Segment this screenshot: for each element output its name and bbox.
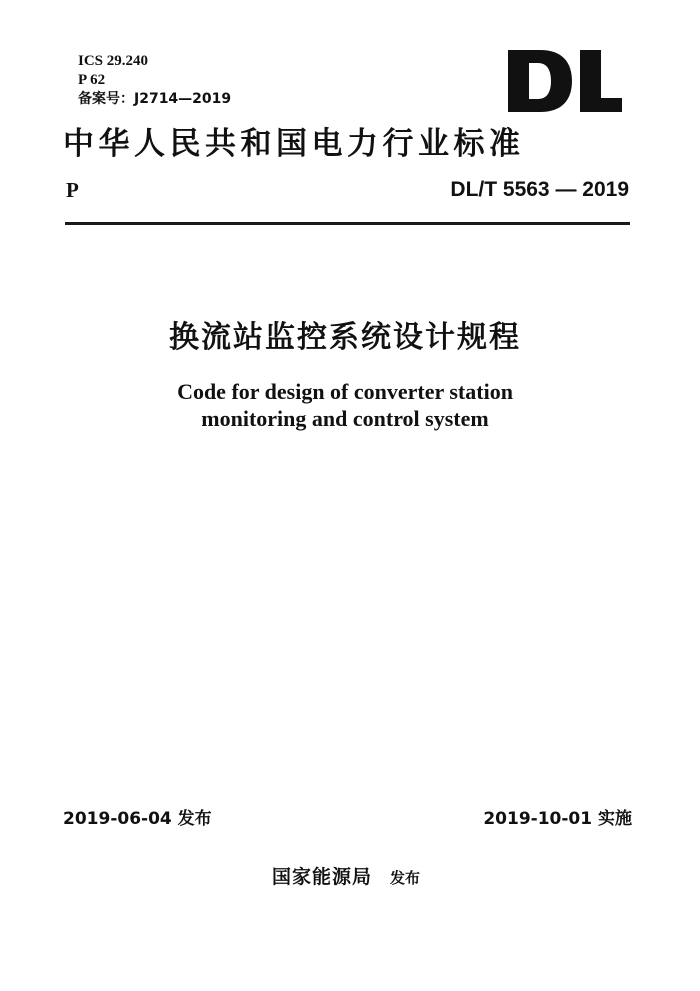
document-title-english <box>0 378 690 432</box>
publisher <box>0 862 692 889</box>
ics-code: ICS 29.240 <box>78 53 149 69</box>
classification-code: P <box>66 178 79 202</box>
document-title-chinese: 换流站监控系统设计规程 <box>169 320 521 355</box>
dl-logo <box>506 48 624 114</box>
implementation-date: 2019-10-01 实施 <box>483 809 632 829</box>
english-title-line-1: Code for design of converter station <box>177 379 513 404</box>
issue-date: 2019-06-04 发布 <box>63 809 212 829</box>
filing-number: 备案号：J2714—2019 <box>78 91 232 107</box>
publisher-name: 国家能源局 <box>271 866 372 888</box>
header-divider <box>65 222 630 225</box>
publisher-action: 发布 <box>390 869 421 887</box>
category-code: P 62 <box>78 72 106 88</box>
standard-metadata <box>78 52 231 109</box>
standard-number: DL/T 5563 — 2019 <box>450 178 629 201</box>
industry-standard-title: 中华人民共和国电力行业标准 <box>63 126 525 162</box>
english-title-line-2: monitoring and control system <box>201 406 489 431</box>
